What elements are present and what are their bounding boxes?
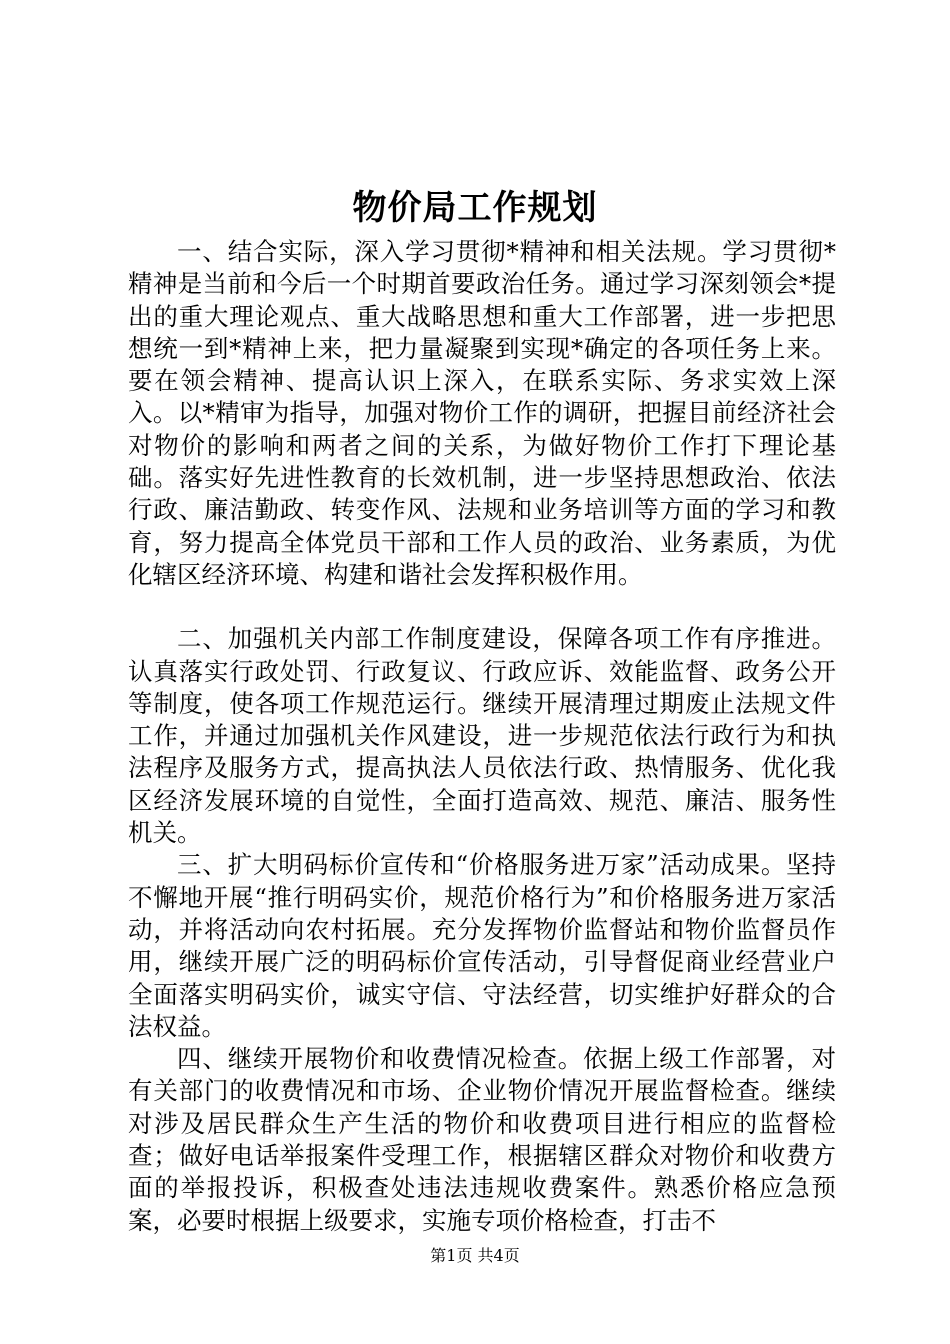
paragraph-2: 二、加强机关内部工作制度建设，保障各项工作有序推进。认真落实行政处罚、行政复议、行政应诉、效能监督、政务公开等制度，使各项工作规范运行。继续开展清理过期废止法规文件工作，并通过加强机关作风建设，进一步规范依法行政行为和执法程序及服务方式，提高执法人员依法行政、热情服务、优化我区经济发展环境的自觉性，全面打造高效、规范、廉洁、服务性机关。: [128, 624, 836, 848]
paragraph-1: 一、结合实际，深入学习贯彻*精神和相关法规。学习贯彻*精神是当前和今后一个时期首要政治任务。通过学习深刻领会*提出的重大理论观点、重大战略思想和重大工作部署，进一步把思想统一到*精神上来，把力量凝聚到实现*确定的各项任务上来。要在领会精神、提高认识上深入，在联系实际、务求实效上深入。以*精审为指导，加强对物价工作的调研，把握目前经济社会对物价的影响和两者之间的关系，为做好物价工作打下理论基础。落实好先进性教育的长效机制，进一步坚持思想政治、依法行政、廉洁勤政、转变作风、法规和业务培训等方面的学习和教育，努力提高全体党员干部和工作人员的政治、业务素质，为优化辖区经济环境、构建和谐社会发挥积极作用。: [128, 237, 836, 589]
paragraph-3: 三、扩大明码标价宣传和“价格服务进万家”活动成果。坚持不懈地开展“推行明码实价，规范价格行为”和价格服务进万家活动，并将活动向农村拓展。充分发挥物价监督站和物价监督员作用，继续开展广泛的明码标价宣传活动，引导督促商业经营业户全面落实明码实价，诚实守信、守法经营，切实维护好群众的合法权益。: [128, 850, 836, 1041]
document-title: 物价局工作规划: [352, 188, 598, 228]
document-body: [128, 236, 836, 1237]
page-number-footer: 第1页 共4页: [430, 1246, 520, 1265]
paragraph-4: 四、继续开展物价和收费情况检查。依据上级工作部署，对有关部门的收费情况和市场、企业物价情况开展监督检查。继续对涉及居民群众生产生活的物价和收费项目进行相应的监督检查；做好电话举报案件受理工作，根据辖区群众对物价和收费方面的举报投诉，积极查处违法违规收费案件。熟悉价格应急预案，必要时根据上级要求，实施专项价格检查，打击不: [128, 1044, 836, 1235]
